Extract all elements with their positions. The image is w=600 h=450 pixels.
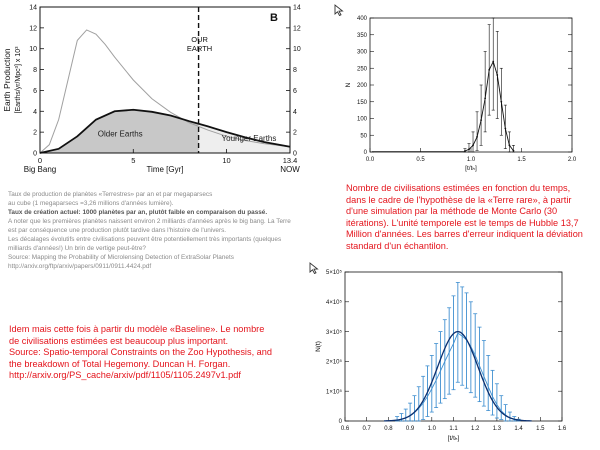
y-tick-label: 4 xyxy=(33,108,37,116)
y-tick-label: 6 xyxy=(293,87,297,95)
y-tick-label: 6 xyxy=(33,87,37,95)
plot-frame xyxy=(370,18,572,152)
y-tick-label: 14 xyxy=(29,4,37,12)
data-point xyxy=(488,69,490,71)
x-tick-label: 0.9 xyxy=(405,426,415,432)
caption-line: milliards d'années!) Un brin de vertige peut-être? xyxy=(8,245,146,252)
data-point xyxy=(492,61,494,63)
y-tick-label: 1×10⁵ xyxy=(325,389,342,396)
y-tick-label: 12 xyxy=(293,25,301,33)
x-tick-label: 0.7 xyxy=(362,426,371,432)
caption-line: Les décalages évolutifs entre civilisations peuvent être potentiellement très importants (quelques xyxy=(8,236,282,243)
y-tick-label: 8 xyxy=(33,67,37,75)
caption-line: A noter que les premières planètes naissent environ 2 milliards d'années après le big bang. La Terre xyxy=(8,218,291,225)
x-end-label: Big Bang xyxy=(23,165,57,174)
earth-production-caption xyxy=(8,190,328,271)
y-tick-label: 300 xyxy=(356,49,367,56)
x-tick-label: 1.5 xyxy=(536,426,545,432)
y-tick-label: 8 xyxy=(293,67,297,75)
x-tick-label: 10 xyxy=(222,156,231,165)
caption-line: est par conséquence une production plutôt tardive dans l'histoire de l'univers. xyxy=(8,227,227,234)
y-tick-label: 150 xyxy=(356,99,367,106)
y-tick-label: 10 xyxy=(29,46,37,54)
x-tick-label: 1.2 xyxy=(471,426,480,432)
baseline-civilisations-chart xyxy=(305,258,600,450)
x-tick-label: 1.5 xyxy=(517,157,526,163)
x-tick-label: 0.5 xyxy=(416,157,425,163)
y-tick-label: 14 xyxy=(293,4,301,12)
y-tick-label: 100 xyxy=(356,116,367,123)
data-point xyxy=(464,150,466,152)
rare-earth-caption: Nombre de civilisations estimées en fonction du temps, dans le cadre de l'hypothèse de la «Terre rare», à partir d'une simulation par la méthode de Monte Carlo (30 itérations). L'unité temporele est le temps de Hubble 13,7 Million d'années. Les barres d'erreur indiquent la déviation standard d'un échantilon. xyxy=(346,183,583,251)
data-point xyxy=(508,144,510,146)
baseline-caption xyxy=(9,324,309,382)
x-tick-label: 1.3 xyxy=(492,426,502,432)
x-tick-label: 0.6 xyxy=(340,426,350,432)
y-tick-label: 350 xyxy=(356,32,367,39)
x-tick-label: 13.4 xyxy=(282,156,298,165)
rare-earth-civilisations-chart xyxy=(330,0,600,182)
y-tick-label: 4 xyxy=(293,108,297,116)
data-point xyxy=(468,148,470,150)
x-tick-label: 5 xyxy=(131,156,136,165)
our-earth-label: OUR xyxy=(191,35,208,44)
x-tick-label: 1.6 xyxy=(557,426,567,432)
y-axis-units: [Earths/yr/Mpc³] x 10³ xyxy=(15,46,22,114)
y-tick-label: 250 xyxy=(356,66,367,73)
x-tick-label: 0.8 xyxy=(384,426,393,432)
our-earth-label: EARTH xyxy=(186,44,213,53)
caption-link[interactable]: http://arxiv.org/PS_cache/arxiv/pdf/1105/1105.2497v1.pdf xyxy=(9,370,241,381)
mouse-cursor-icon xyxy=(309,262,319,274)
y-tick-label: 0 xyxy=(363,150,367,157)
caption-line: de civilisations estimées est beaucoup plus important. xyxy=(9,335,229,346)
y-tick-label: 10 xyxy=(293,46,301,54)
y-tick-label: 0 xyxy=(338,419,342,426)
y-tick-label: 400 xyxy=(356,16,367,23)
caption-source: Source: Mapping the Probability of Microlensing Detection of ExtraSolar Planets xyxy=(8,254,234,261)
data-point xyxy=(496,74,498,76)
x-tick-label: 1.1 xyxy=(449,426,458,432)
y-tick-label: 12 xyxy=(29,25,37,33)
y-tick-label: 50 xyxy=(360,133,367,140)
data-point xyxy=(472,144,474,146)
caption-line: Idem mais cette fois à partir du modèle «Baseline». Le nombre xyxy=(9,324,265,334)
caption-source: Source: Spatio-temporal Constraints on the Zoo Hypothesis, and xyxy=(9,347,273,358)
x-axis-label: [t/tₕ] xyxy=(465,165,477,172)
y-tick-label: 0 xyxy=(33,150,37,158)
caption-source: the breakdown of Total Hegemony. Duncan H. Forgan. xyxy=(9,358,231,369)
region-label: Younger Earths xyxy=(221,134,277,144)
data-point xyxy=(476,136,478,138)
x-tick-label: 1.0 xyxy=(427,426,436,432)
data-point xyxy=(513,150,515,152)
y-tick-label: 5×10⁵ xyxy=(325,270,342,277)
y-tick-label: 2 xyxy=(33,129,37,137)
data-point xyxy=(480,119,482,121)
y-tick-label: 2 xyxy=(293,129,297,137)
x-tick-label: 2.0 xyxy=(567,157,577,163)
y-tick-label: 2×10⁵ xyxy=(325,359,342,366)
caption-link[interactable]: http://arxiv.org/ftp/arxiv/papers/0911/0911.4424.pdf xyxy=(8,263,152,270)
y-axis-label: N xyxy=(345,82,352,88)
data-point xyxy=(484,98,486,100)
x-tick-label: 0 xyxy=(37,156,43,165)
mouse-cursor-icon xyxy=(334,4,344,16)
x-end-label: NOW xyxy=(280,165,300,174)
data-point xyxy=(500,101,502,103)
y-tick-label: 4×10⁵ xyxy=(325,300,342,306)
x-tick-label: 1.4 xyxy=(514,426,523,432)
x-tick-label: 0.0 xyxy=(365,157,375,163)
y-tick-label: 200 xyxy=(356,83,367,90)
caption-line-emphasis: Taux de création actuel: 1000 planètes par an, plutôt faible en comparaison du passé. xyxy=(8,209,268,216)
x-axis-label: [t/tₕ] xyxy=(447,435,460,442)
region-label: Older Earths xyxy=(97,129,143,139)
y-axis-label: N(t) xyxy=(315,341,322,352)
y-tick-label: 0 xyxy=(293,150,297,158)
data-point xyxy=(504,128,506,130)
x-tick-label: 1.0 xyxy=(466,157,476,163)
caption-line: au cube (1 megaparsecs =3,26 millions d'années lumière). xyxy=(8,200,174,207)
x-axis-label: Time [Gyr] xyxy=(146,165,184,174)
panel-label: B xyxy=(270,12,278,24)
y-axis-label: Earth Production xyxy=(2,48,12,112)
y-tick-label: 3×10⁵ xyxy=(325,329,342,336)
earth-production-chart xyxy=(0,0,330,190)
caption-line: Taux de production de planètes «Terrestres» par an et par megaparsecs xyxy=(8,191,213,198)
